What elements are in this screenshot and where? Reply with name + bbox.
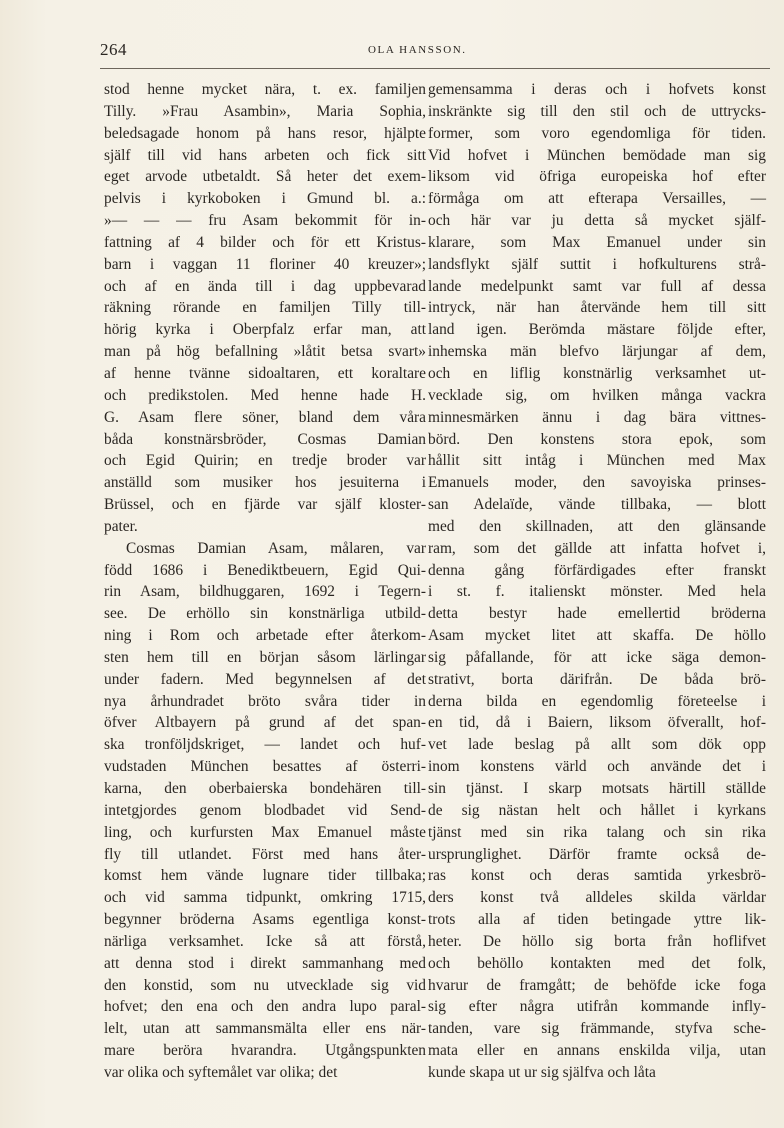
text-line: ska tronföljdskriget, — landet och huf- [104, 736, 426, 754]
text-line: Vid hofvet i München bemödade man sig [428, 146, 766, 164]
text-line: närliga verksamhet. Icke så att förstå, [104, 932, 426, 950]
text-line: lelt, utan att sammansmälta eller ens när- [104, 1020, 426, 1038]
text-line: hörig kyrka i Oberpfalz erfar man, att [104, 321, 426, 339]
right-text-column [428, 79, 766, 1084]
text-line: trots alla af tiden betingade yttre lik- [428, 911, 766, 929]
text-line: strativt, borta därifrån. De båda brö- [428, 670, 766, 688]
text-line: var olika och syftemålet var olika; det [104, 1063, 338, 1081]
text-line: och behöllo kontakten med det folk, [428, 954, 766, 972]
text-line: och vid samma tidpunkt, omkring 1715, [104, 889, 426, 907]
text-line: komst hem vände lugnare tider tillbaka; [104, 867, 426, 885]
text-line: ras konst och deras samtida yrkesbrö- [428, 867, 766, 885]
text-line: derna bilda en egendomlig företeelse i [428, 692, 766, 710]
text-line: begynner bröderna Asams egentliga konst- [104, 911, 426, 929]
text-line: Brüssel, och en fjärde var själf kloster- [104, 496, 426, 514]
text-line: eget arvode utbetaldt. Så heter det exem- [104, 168, 426, 186]
text-line: under fadern. Med begynnelsen af det [104, 670, 426, 688]
text-line: vecklade sig, om hvilken många vackra [428, 386, 766, 404]
text-line: vudstaden München besattes af österri- [104, 758, 426, 776]
text-line: see. De erhöllo sin konstnärliga utbild- [104, 605, 426, 623]
text-line: hållit sitt intåg i München med Max [428, 452, 766, 470]
text-line: pelvis i kyrkoboken i Gmund bl. a.: [104, 190, 426, 208]
text-line: kunde skapa ut ur sig själfva och låta [428, 1063, 656, 1081]
text-line: sten hem till en början såsom lärlingar [104, 648, 426, 666]
text-line: sig efter några utifrån kommande infly- [428, 998, 766, 1016]
text-line: tjänst med sin rika talang och sin rika [428, 823, 766, 841]
text-line: nya århundradet bröto svåra tider in [104, 692, 426, 710]
text-line: mare beröra hvarandra. Utgångspunkten [104, 1042, 426, 1060]
text-line: san Adelaïde, vände tillbaka, — blott [428, 496, 766, 514]
text-line: och här var ju detta så mycket själf- [428, 212, 766, 230]
running-head: OLA HANSSON. [368, 44, 467, 56]
text-line: öfver Altbayern på grund af det span- [104, 714, 426, 732]
text-line: Emanuels moder, den savoyiska prinses- [428, 474, 766, 492]
text-line: fattning af 4 bilder och för ett Kristus- [104, 233, 426, 251]
text-line: af henne tvänne sidoaltaren, ett koraltare [104, 364, 426, 382]
text-line: minnesmärken ännu i dag bära vittnes- [428, 408, 766, 426]
text-line: gemensamma i deras och i hofvets konst [428, 81, 766, 98]
text-line: själf till vid hans arbeten och fick sitt [104, 146, 426, 164]
text-line: intryck, när han återvände hem till sitt [428, 299, 766, 317]
text-line: beledsagade honom på hans resor, hjälpte [104, 124, 426, 142]
text-line: sig påfallande, för att icke säga demon- [428, 648, 766, 666]
text-line: ning i Rom och arbetade efter återkom- [104, 627, 426, 645]
text-line: heter. De höllo sig borta från hoflifvet [428, 932, 766, 950]
text-line: och Egid Quirin; en tredje broder var [104, 452, 426, 470]
text-line: denna gång förfärdigades efter franskt [428, 561, 766, 579]
page-header [100, 36, 770, 66]
text-line: anställd som musiker hos jesuiterna i [104, 474, 426, 492]
text-line: tanden, vare sig främmande, styfva sche- [428, 1020, 766, 1038]
text-line: intetgjordes genom blodbadet vid Send- [104, 801, 426, 819]
text-line: och en liflig konstnärlig verksamhet ut- [428, 364, 766, 382]
text-line: båda konstnärsbröder, Cosmas Damian [104, 430, 426, 448]
text-line: född 1686 i Benediktbeuern, Egid Qui- [104, 561, 426, 579]
text-line: den konstid, som nu utvecklade sig vid [104, 976, 426, 994]
text-line: inom konstens värld och använde det i [428, 758, 766, 776]
text-line: pater. [104, 517, 138, 535]
text-line: fly till utlandet. Först med hans åter- [104, 845, 426, 863]
text-line: land igen. Berömda mästare följde efter, [428, 321, 766, 339]
text-line: G. Asam flere söner, bland dem våra [104, 408, 426, 426]
header-rule [100, 68, 770, 69]
text-line: inskränkte sig till den stil och de uttrycks- [428, 102, 766, 120]
text-line: karna, den oberbaierska bondehären till- [104, 780, 426, 797]
text-line: ling, och kurfursten Max Emanuel måste [104, 823, 426, 841]
text-line: Tilly. »Frau Asambin», Maria Sophia, [104, 102, 426, 120]
text-line: de sig nästan helt och hållet i kyrkans [428, 801, 766, 819]
text-line: inhemska män blefvo lärjungar af dem, [428, 343, 766, 361]
left-text-column [104, 79, 426, 1084]
text-line: stod henne mycket nära, t. ex. familjen [104, 81, 426, 98]
text-line: landsflykt själf suttit i hofkulturens strå- [428, 255, 766, 273]
text-line: och predikstolen. Med henne hade H. [104, 386, 426, 404]
text-line: lande medelpunkt samt var full af dessa [428, 277, 766, 295]
text-line: »— — — fru Asam bekommit för in- [104, 212, 426, 230]
text-line: barn i vaggan 11 floriner 40 kreuzer»; [104, 255, 426, 273]
text-line: rin Asam, bildhuggaren, 1692 i Tegern- [104, 583, 426, 601]
text-line: man på hög befallning »låtit betsa svart» [104, 343, 426, 361]
text-line: sin tjänst. I skarp motsats härtill ställde [428, 780, 766, 797]
text-line: räkning rörande en familjen Tilly till- [104, 299, 426, 317]
text-line: hvarur de framgått; de behöfde icke foga [428, 976, 766, 994]
text-line: att denna stod i direkt sammanhang med [104, 954, 426, 972]
text-line: Cosmas Damian Asam, målaren, var [126, 539, 426, 557]
text-line: liksom vid öfriga europeiska hof efter [428, 168, 766, 186]
text-line: hofvet; den ena och den andra lupo paral- [104, 998, 426, 1016]
text-line: förmåga om att efterapa Versailles, — [428, 190, 766, 208]
text-line: detta bestyr hade emellertid bröderna [428, 605, 766, 623]
text-line: vet lade beslag på allt som dök opp [428, 736, 766, 754]
page-number: 264 [100, 40, 127, 59]
text-line: ders konst två alldeles skilda världar [428, 889, 766, 907]
text-line: en tid, då i Baiern, liksom öfverallt, hof- [428, 714, 766, 732]
text-line: ram, som det gällde att infatta hofvet i, [428, 539, 766, 557]
text-line: börd. Den konstens stora epok, som [428, 430, 766, 448]
text-line: med den skillnaden, att den glänsande [428, 517, 766, 535]
text-line: och af en ända till i dag uppbevarad [104, 277, 426, 295]
text-line: i st. f. italienskt mönster. Med hela [428, 583, 766, 601]
text-line: Asam mycket litet att skaffa. De höllo [428, 627, 766, 645]
text-line: klarare, som Max Emanuel under sin [428, 233, 766, 251]
text-line: mata eller en annans enskilda vilja, utan [428, 1042, 766, 1060]
text-line: former, som voro egendomliga för tiden. [428, 124, 766, 142]
text-line: ursprunglighet. Därför framte också de- [428, 845, 766, 863]
